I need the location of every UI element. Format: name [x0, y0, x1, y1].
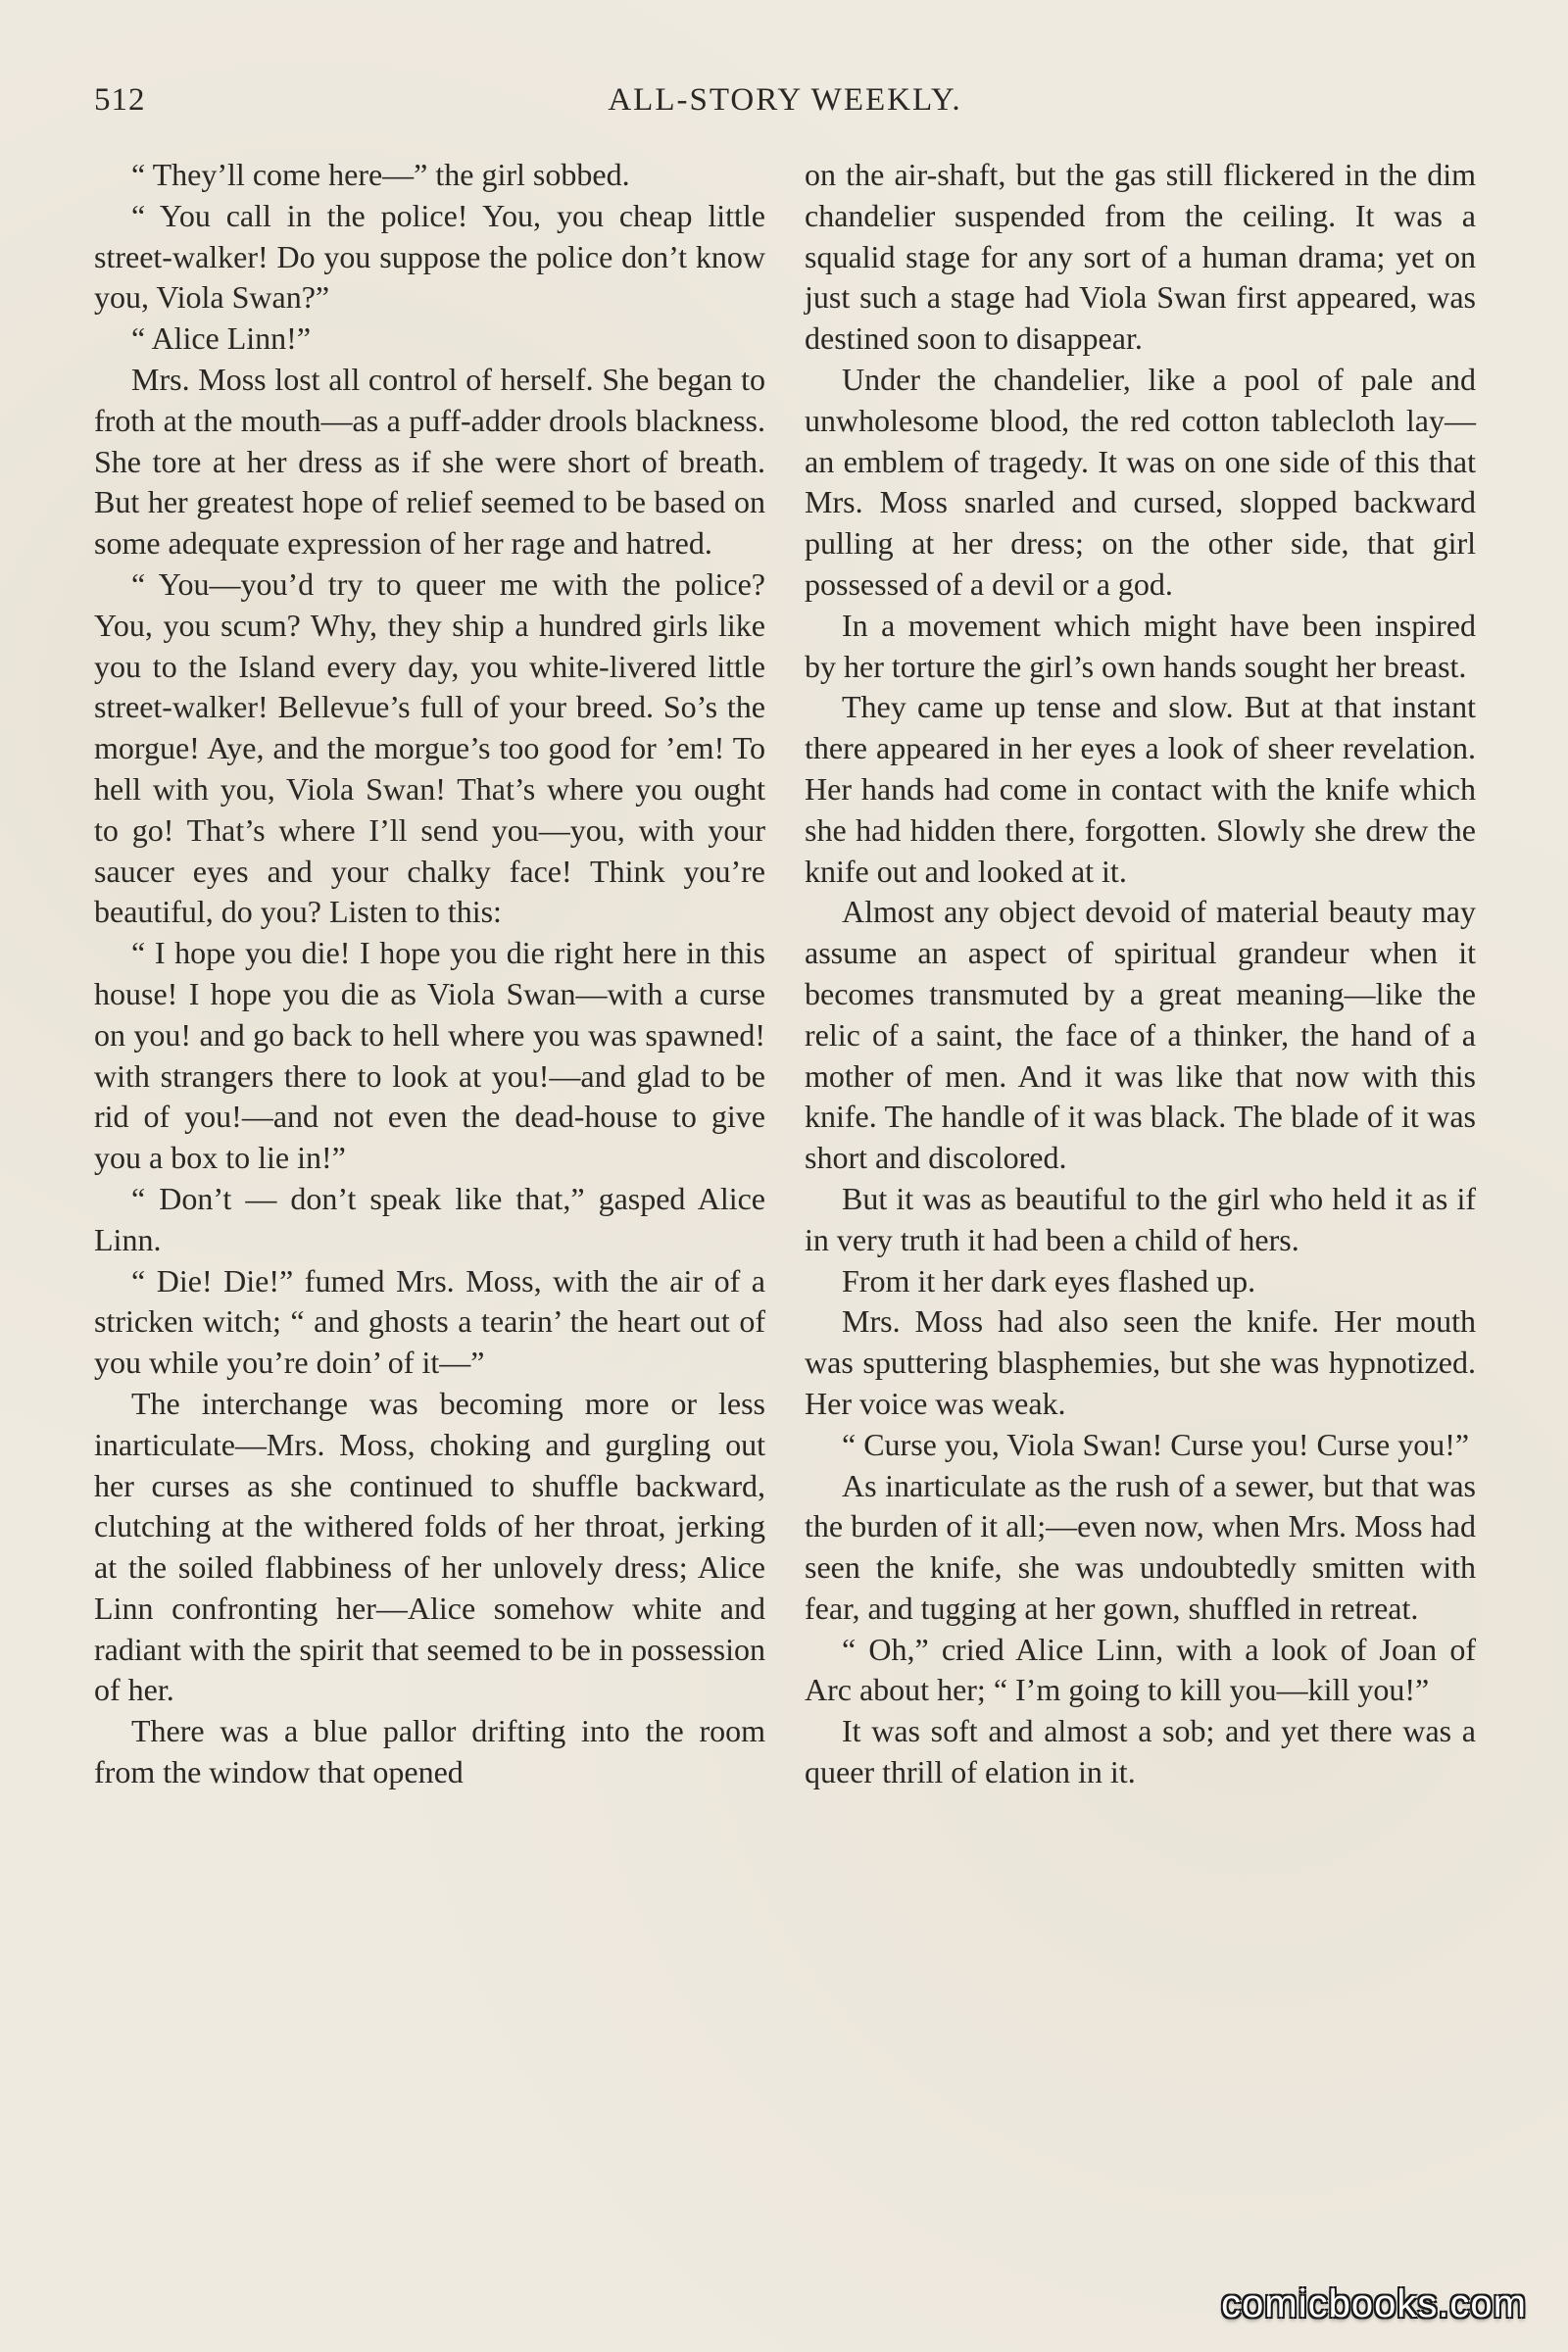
paragraph: “ Curse you, Viola Swan! Curse you! Curse you!” — [842, 1426, 1470, 1462]
page-header — [94, 82, 1476, 131]
paragraph: “ Die! Die!” fumed Mrs. Moss, with the air of a stricken witch; “ and ghosts a tearin’ the heart out of you while you’re doin’ of it—” — [94, 1262, 765, 1381]
paragraph: “ You—you’d try to queer me with the police? You, you scum? Why, they ship a hundred girls like you to the Island every day, you white-livered little street-walker! Bellevue’s full of your breed. So’s the morgue! Aye, and the morgue’s too good for ’em! To hell with you, Viola Swan! That’s where you ought to go! That’s where I’ll send you—you, with your saucer eyes and your chalky face! Think you’re beautiful, do you? Listen to this: — [94, 565, 765, 930]
paragraph: “ They’ll come here—” the girl sobbed. — [131, 157, 630, 192]
paragraph: Mrs. Moss had also seen the knife. Her mouth was sputtering blasphemies, but she was hypnotized. Her voice was weak. — [805, 1303, 1476, 1421]
paragraph: Under the chandelier, like a pool of pale and unwholesome blood, the red cotton tablecloth lay—an emblem of tragedy. It was on one side of this that Mrs. Moss snarled and cursed, slopped backward pulling at her dress; on the other side, that girl possessed of a devil or a god. — [805, 361, 1476, 602]
paragraph: But it was as beautiful to the girl who held it as if in very truth it had been a child of hers. — [805, 1180, 1476, 1257]
page-number: 512 — [94, 82, 146, 118]
paragraph: “ You call in the police! You, you cheap little street-walker! Do you suppose the police don’t know you, Viola Swan?” — [94, 197, 765, 316]
paragraph: The interchange was becoming more or less inarticulate—Mrs. Moss, choking and gurgling out her curses as she continued to shuffle backward, clutching at the withered folds of her throat, jerking at the soiled flabbiness of her unlovely dress; Alice Linn confronting her—Alice somehow white and radiant with the spirit that seemed to be in possession of her. — [94, 1385, 765, 1708]
paragraph: Almost any object devoid of material beauty may assume an aspect of spiritual grandeur when it becomes transmuted by a great meaning—like the relic of a saint, the face of a thinker, the hand of a mother of men. And it was like that now with this knife. The handle of it was black. The blade of it was short and discolored. — [805, 894, 1476, 1176]
right-column — [805, 155, 1476, 1793]
paragraph: As inarticulate as the rush of a sewer, but that was the burden of it all;—even now, when Mrs. Moss had seen the knife, she was undoubtedly smitten with fear, and tugging at her gown, shuffled in retreat. — [805, 1467, 1476, 1626]
watermark: comicbooks.com — [1221, 2282, 1527, 2326]
paragraph: They came up tense and slow. But at that instant there appeared in her eyes a look of sheer revelation. Her hands had come in contact with the knife which she had hidden there, forgotten. Slowly she drew the knife out and looked at it. — [805, 689, 1476, 889]
paragraph: “ I hope you die! I hope you die right here in this house! I hope you die as Viola Swan—with a curse on you! and go back to hell where you was spawned! with strangers there to look at you!—and glad to be rid of you!—and not even the dead-house to give you a box to lie in!” — [94, 935, 765, 1176]
paragraph: In a movement which might have been inspired by her torture the girl’s own hands sought her breast. — [805, 607, 1476, 684]
paragraph: Mrs. Moss lost all control of herself. She began to froth at the mouth—as a puff-adder drools blackness. She tore at her dress as if she were short of breath. But her greatest hope of relief seemed to be based on some adequate expression of her rage and hatred. — [94, 361, 765, 562]
paragraph: There was a blue pallor drifting into the room from the window that opened — [94, 1713, 765, 1790]
left-column — [94, 155, 765, 1793]
running-head: ALL-STORY WEEKLY. — [608, 82, 962, 118]
paragraph: “ Oh,” cried Alice Linn, with a look of Joan of Arc about her; “ I’m going to kill you—kill you!” — [805, 1631, 1476, 1708]
paragraph: “ Don’t — don’t speak like that,” gasped Alice Linn. — [94, 1180, 765, 1257]
paragraph-continued: on the air-shaft, but the gas still flickered in the dim chandelier suspended from the ceiling. It was a squalid stage for any sort of a human drama; yet on just such a stage had Viola Swan first appeared, was destined soon to disappear. — [805, 157, 1476, 357]
paragraph: From it her dark eyes flashed up. — [842, 1262, 1256, 1298]
paragraph: It was soft and almost a sob; and yet there was a queer thrill of elation in it. — [805, 1713, 1476, 1790]
paragraph: “ Alice Linn!” — [131, 320, 312, 357]
